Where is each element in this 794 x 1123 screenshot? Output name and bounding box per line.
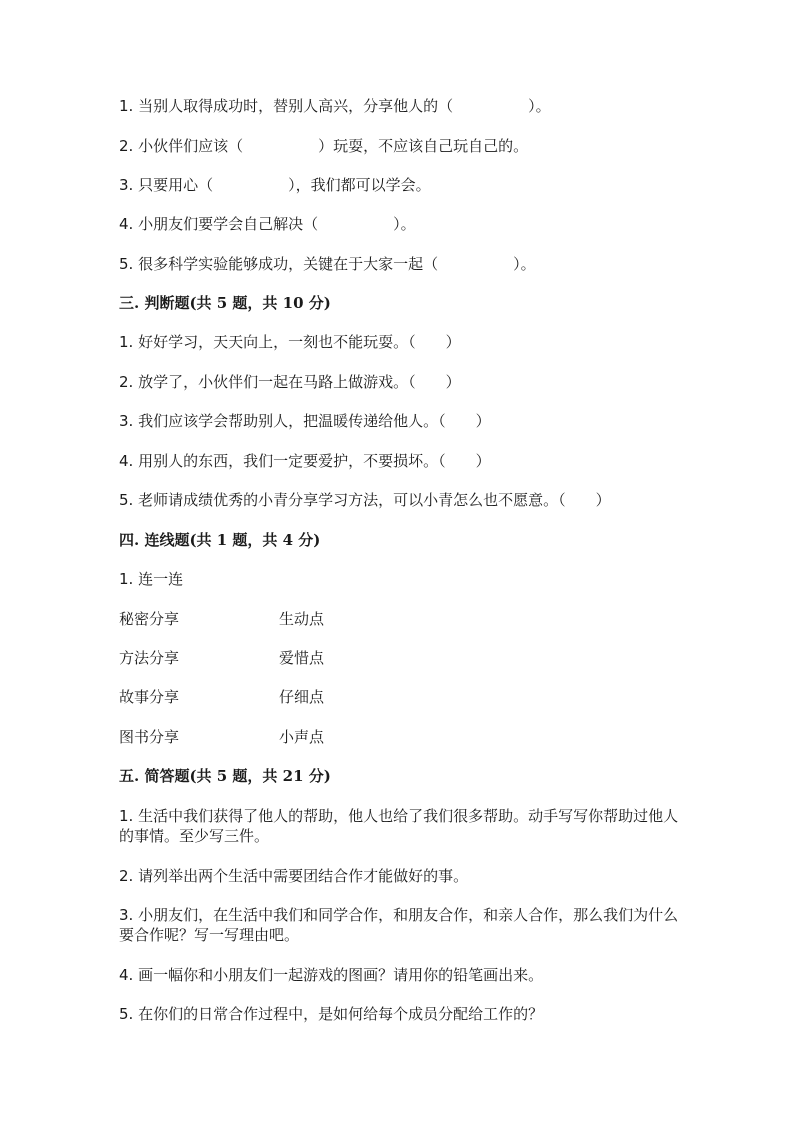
short-answer-question-5: 5. 在你们的日常合作过程中，是如何给每个成员分配给工作的？	[119, 1005, 544, 1023]
judge-question-5: 5. 老师请成绩优秀的小青分享学习方法，可以小青怎么也不愿意。（ ）	[119, 491, 611, 509]
judge-question-4: 4. 用别人的东西，我们一定要爱护，不要损坏。（ ）	[119, 452, 491, 470]
fill-blank-question-4: 4. 小朋友们要学会自己解决（ ）。	[119, 215, 416, 233]
short-answer-question-3: 3. 小朋友们，在生活中我们和同学合作，和朋友合作，和亲人合作，那么我们为什么要合作呢？写一写理由吧。	[119, 906, 679, 944]
fill-blank-question-1: 1. 当别人取得成功时，替别人高兴，分享他人的（ ）。	[119, 97, 551, 115]
fill-blank-question-5: 5. 很多科学实验能够成功，关键在于大家一起（ ）。	[119, 255, 536, 273]
section-3-heading: 三. 判断题(共 5 题，共 10 分)	[119, 294, 331, 312]
matching-right-item-3: 仔细点	[279, 688, 325, 706]
section-4-heading: 四. 连线题(共 1 题，共 4 分)	[119, 531, 321, 549]
judge-question-1: 1. 好好学习，天天向上，一刻也不能玩耍。（ ）	[119, 333, 461, 351]
matching-left-item-2: 方法分享	[119, 649, 180, 667]
matching-left-item-3: 故事分享	[119, 688, 180, 706]
judge-question-3: 3. 我们应该学会帮助别人，把温暖传递给他人。（ ）	[119, 412, 491, 430]
section-5-heading: 五. 简答题(共 5 题，共 21 分)	[119, 767, 331, 785]
short-answer-question-2: 2. 请列举出两个生活中需要团结合作才能做好的事。	[119, 867, 469, 885]
fill-blank-question-2: 2. 小伙伴们应该（ ）玩耍，不应该自己玩自己的。	[119, 137, 529, 155]
fill-blank-question-3: 3. 只要用心（ ），我们都可以学会。	[119, 176, 431, 194]
short-answer-question-1: 1. 生活中我们获得了他人的帮助，他人也给了我们很多帮助。动手写写你帮助过他人的事情。至少写三件。	[119, 807, 679, 845]
matching-left-item-1: 秘密分享	[119, 610, 180, 628]
matching-question: 1. 连一连	[119, 570, 184, 588]
matching-left-item-4: 图书分享	[119, 728, 180, 746]
matching-right-item-2: 爱惜点	[279, 649, 325, 667]
short-answer-question-4: 4. 画一幅你和小朋友们一起游戏的图画？请用你的铅笔画出来。	[119, 966, 544, 984]
matching-right-item-4: 小声点	[279, 728, 325, 746]
judge-question-2: 2. 放学了，小伙伴们一起在马路上做游戏。（ ）	[119, 373, 461, 391]
matching-right-item-1: 生动点	[279, 610, 325, 628]
